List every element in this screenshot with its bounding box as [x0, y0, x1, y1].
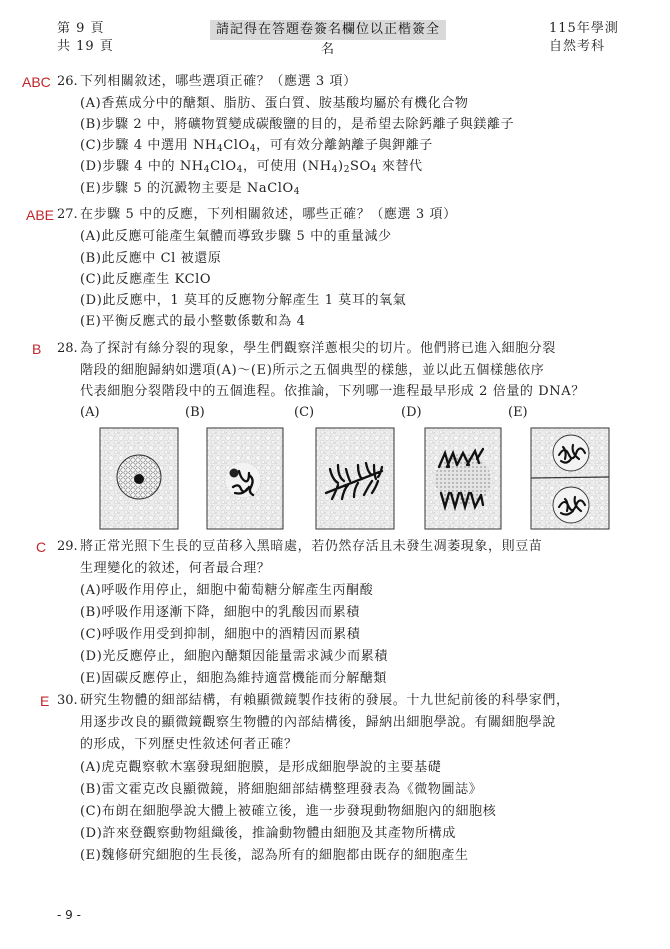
question-stem: 在步驟 5 中的反應，下列相關敘述，哪些正確？（應選 3 項）: [80, 207, 457, 222]
question-number: 26.: [57, 74, 78, 89]
cell-figure-c-metaphase: [314, 425, 396, 531]
question-stem-line-1: 將正常光照下生長的豆苗移入黑暗處，若仍然存活且未發生凋萎現象，則豆苗: [80, 539, 543, 554]
option-b: (B)此反應中 Cl 被還原: [80, 251, 222, 266]
figure-label-d: (D): [401, 405, 422, 420]
figure-label-b: (B): [185, 405, 205, 420]
question-stem-line-3: 的形成，下列歷史性敘述何者正確？: [80, 737, 298, 752]
option-b: (B)呼吸作用逐漸下降，細胞中的乳酸因而累積: [80, 605, 360, 620]
exam-title: [549, 20, 619, 56]
answer-mark: ABC: [22, 74, 51, 90]
option-d: (D)步驟 4 中的 $NH_4ClO_4$，可使用 $(NH_4)_2SO_4$ 來替代: [80, 159, 423, 175]
question-stem-line-1: 研究生物體的細部結構，有賴顯微鏡製作技術的發展。十九世紀前後的科學家們，: [80, 693, 570, 708]
page-current: 第 9 頁: [57, 21, 105, 36]
question-stem-line-2: 階段的細胞歸納如選項(A)～(E)所示之五個典型的樣態，並以此五個樣態依序: [80, 363, 545, 378]
cell-figure-a-interphase: [98, 425, 180, 531]
signature-reminder-banner: 請記得在答題卷簽名欄位以正楷簽全名: [210, 20, 446, 40]
option-c: (C)步驟 4 中選用 $NH_4ClO_4$，可有效分離鈉離子與鉀離子: [80, 138, 433, 154]
question-stem-line-3: 代表細胞分裂階段中的五個進程。依推論，下列哪一進程最早形成 2 倍量的 DNA？: [80, 384, 585, 399]
option-b: (B)步驟 2 中，將礦物質變成碳酸鹽的目的，是希望去除鈣離子與鎂離子: [80, 117, 515, 132]
exam-year: 115年學測: [549, 21, 619, 36]
page-indicator: [57, 20, 114, 56]
option-e: (E)魏修研究細胞的生長後，認為所有的細胞都由既存的細胞產生: [80, 848, 469, 863]
exam-subject: 自然考科: [549, 39, 606, 54]
answer-mark: C: [36, 539, 47, 555]
question-number: 30.: [57, 693, 78, 708]
cell-figure-e-telophase: [529, 425, 611, 531]
option-e: (E)固碳反應停止，細胞為維持適當機能而分解醣類: [80, 671, 388, 686]
option-c: (C)此反應產生 KClO: [80, 272, 212, 287]
option-a: (A)香蕉成分中的醣類、脂肪、蛋白質、胺基酸均屬於有機化合物: [80, 96, 469, 111]
figure-label-e: (E): [508, 405, 528, 420]
option-d: (D)此反應中，1 莫耳的反應物分解產生 1 莫耳的氧氣: [80, 293, 407, 308]
page-total: 共 19 頁: [57, 39, 114, 54]
cell-figure-b-prophase: [205, 425, 285, 531]
question-number: 29.: [57, 539, 78, 554]
question-stem: 下列相關敘述，哪些選項正確？（應選 3 項）: [80, 74, 357, 89]
option-a: (A)呼吸作用停止，細胞中葡萄糖分解產生丙酮酸: [80, 583, 374, 598]
option-b: (B)雷文霍克改良顯微鏡，將細胞細部結構整理發表為《微物圖誌》: [80, 782, 483, 797]
option-a: (A)虎克觀察軟木塞發現細胞膜，是形成細胞學說的主要基礎: [80, 760, 442, 775]
option-e: (E)平衡反應式的最小整數係數和為 4: [80, 314, 306, 329]
answer-mark: B: [32, 341, 42, 357]
question-number: 28.: [57, 341, 78, 356]
option-e: (E)步驟 5 的沉澱物主要是 NaClO$_4$: [80, 181, 301, 197]
option-c: (C)呼吸作用受到抑制，細胞中的酒精因而累積: [80, 627, 361, 642]
page-number-footer: - 9 -: [57, 908, 81, 922]
option-c: (C)布朗在細胞學說大體上被確立後，進一步發現動物細胞內的細胞核: [80, 804, 497, 819]
question-stem-line-2: 用逐步改良的顯微鏡觀察生物體的內部結構後，歸納出細胞學說。有關細胞學說: [80, 715, 557, 730]
answer-mark: E: [40, 693, 50, 709]
option-d: (D)許來登觀察動物組織後，推論動物體由細胞及其產物所構成: [80, 826, 456, 841]
question-stem-line-2: 生理變化的敘述，何者最合理？: [80, 561, 271, 576]
option-a: (A)此反應可能產生氣體而導致步驟 5 中的重量減少: [80, 229, 392, 244]
question-stem-line-1: 為了探討有絲分裂的現象，學生們觀察洋蔥根尖的切片。他們將已進入細胞分裂: [80, 341, 557, 356]
option-d: (D)光反應停止，細胞內醣類因能量需求減少而累積: [80, 649, 388, 664]
figure-label-c: (C): [294, 405, 315, 420]
cell-figure-d-anaphase: [423, 425, 503, 531]
answer-mark: ABE: [26, 207, 55, 223]
question-number: 27.: [57, 207, 78, 222]
figure-label-a: (A): [80, 405, 100, 420]
